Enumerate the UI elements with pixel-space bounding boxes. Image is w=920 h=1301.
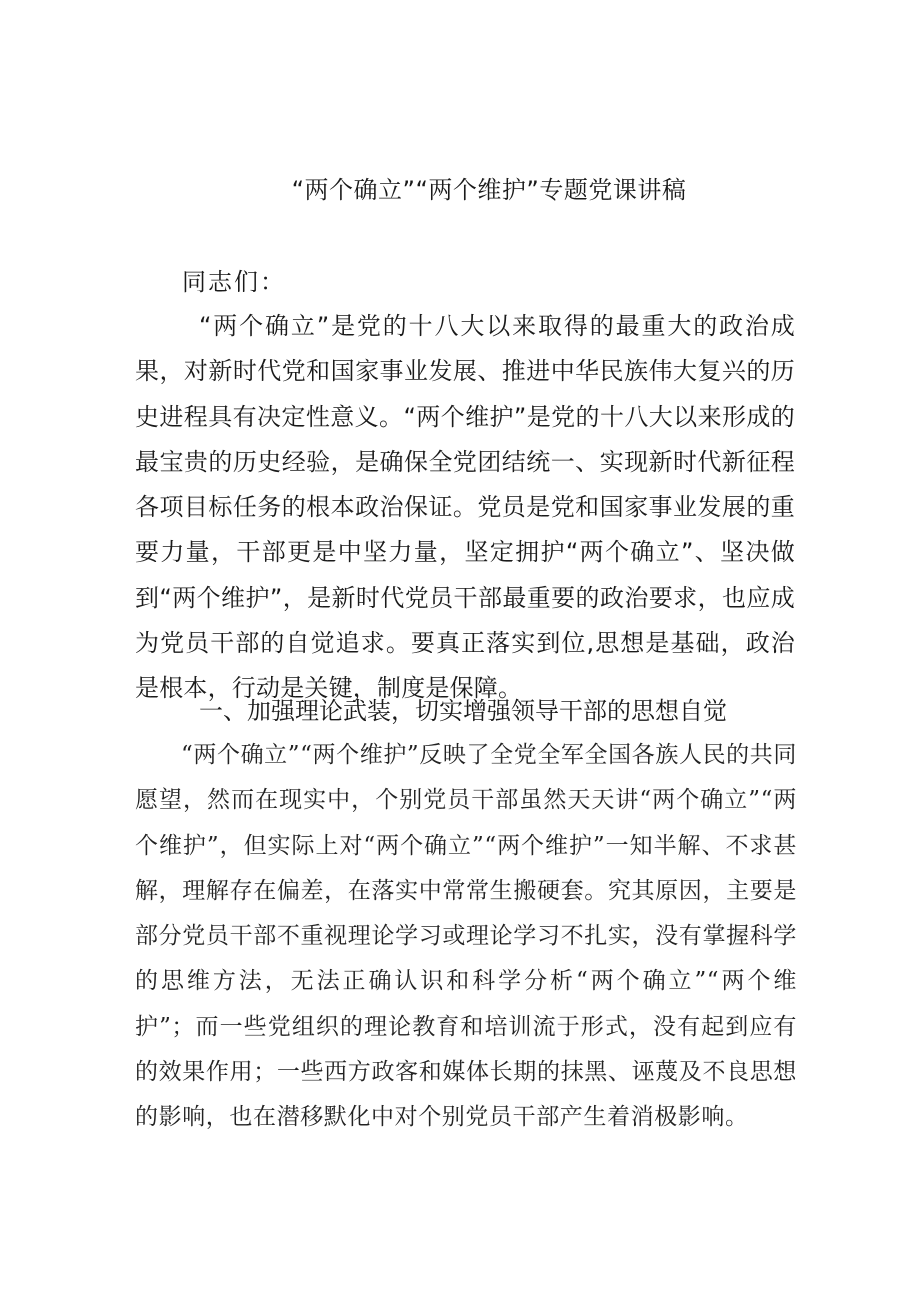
section-heading: 一、加强理论武装，切实增强领导干部的思想自觉 xyxy=(199,697,727,725)
document-title: “两个确立”“两个维护”专题党课讲稿 xyxy=(291,176,687,204)
greeting: 同志们： xyxy=(182,268,286,296)
intro-paragraph: “两个确立”是党的十八大以来取得的最重大的政治成果，对新时代党和国家事业发展、推进中华民族伟大复兴的历史进程具有决定性意义。“两个维护”是党的十八大以来形成的最宝贵的历史经验，是确保全党团结统一、实现新时代新征程各项目标任务的根本政治保证。党员是党和国家事业发展的重要力量，干部更是中坚力量，坚定拥护“两个确立”、坚决做到“两个维护”，是新时代党员干部最重要的政治要求，也应成为党员干部的自觉追求。要真正落实到位,思想是基础，政治是根本，行动是关键，制度是保障。 xyxy=(135,312,795,703)
section-paragraph: “两个确立”“两个维护”反映了全党全军全国各族人民的共同愿望，然而在现实中，个别党员干部虽然天天讲“两个确立”“两个维护”，但实际上对“两个确立”“两个维护”一知半解、不求甚解，理解存在偏差，在落实中常常生搬硬套。究其原因，主要是部分党员干部不重视理论学习或理论学习不扎实，没有掌握科学的思维方法，无法正确认识和科学分析“两个确立”“两个维护”；而一些党组织的理论教育和培训流于形式，没有起到应有的效果作用；一些西方政客和媒体长期的抹黑、诬蔑及不良思想的影响，也在潜移默化中对个别党员干部产生着消极影响。 xyxy=(135,742,797,1131)
